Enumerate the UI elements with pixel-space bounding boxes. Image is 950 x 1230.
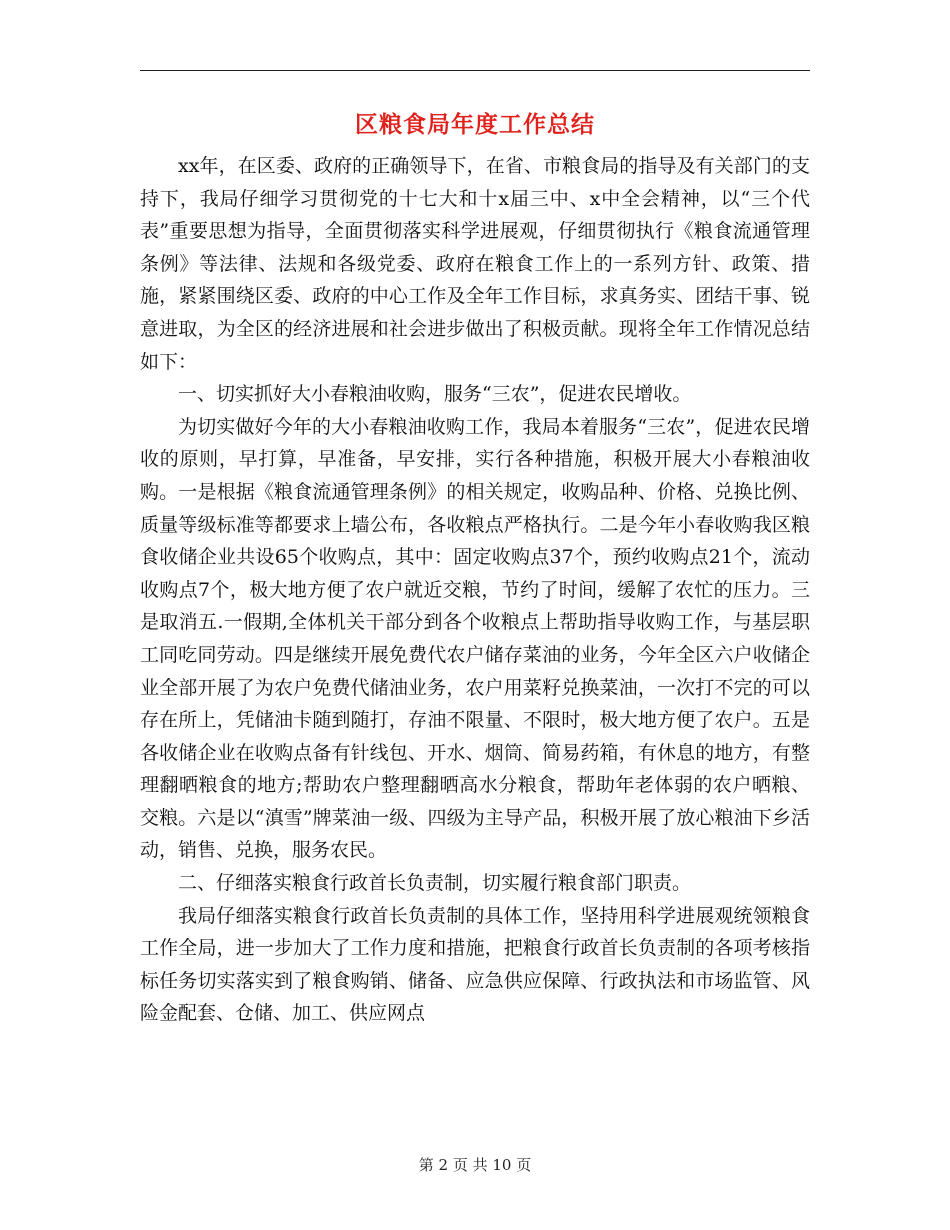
header-rule bbox=[140, 70, 810, 71]
document-body bbox=[140, 150, 810, 1030]
document-title: 区粮食局年度工作总结 bbox=[355, 111, 595, 138]
section-heading-2: 二、仔细落实粮食行政首长负责制，切实履行粮食部门职责。 bbox=[178, 872, 692, 895]
intro-paragraph: xx年，在区委、政府的正确领导下，在省、市粮食局的指导及有关部门的支持下，我局仔细学习贯彻党的十七大和十x届三中、x中全会精神，以“三个代表”重要思想为指导，全面贯彻落实科学进展观，仔细贯彻执行《粮食流通管理条例》等法律、法规和各级党委、政府在粮食工作上的一系列方针、政策、措施，紧紧围绕区委、政府的中心工作及全年工作目标，求真务实、团结干事、锐意进取，为全区的经济进展和社会进步做出了积极贡献。现将全年工作情况总结如下： bbox=[140, 155, 810, 373]
section-heading-1: 一、切实抓好大小春粮油收购，服务“三农”，促进农民增收。 bbox=[178, 383, 692, 406]
section-2-paragraph: 我局仔细落实粮食行政首长负责制的具体工作，坚持用科学进展观统领粮食工作全局，进一步加大了工作力度和措施，把粮食行政首长负责制的各项考核指标任务切实落实到了粮食购销、储备、应急供应保障、行政执法和市场监管、风险金配套、仓储、加工、供应网点 bbox=[140, 904, 810, 1025]
section-1-paragraph: 为切实做好今年的大小春粮油收购工作，我局本着服务“三农”，促进农民增收的原则，早打算，早准备，早安排，实行各种措施，积极开展大小春粮油收购。一是根据《粮食流通管理条例》的相关规定，收购品种、价格、兑换比例、质量等级标准等都要求上墙公布，各收粮点严格执行。二是今年小春收购我区粮食收储企业共设65个收购点，其中：固定收购点37个，预约收购点21个，流动收购点7个，极大地方便了农户就近交粮，节约了时间，缓解了农忙的压力。三是取消五.一假期,全体机关干部分到各个收粮点上帮助指导收购工作，与基层职工同吃同劳动。四是继续开展免费代农户储存菜油的业务，今年全区六户收储企业全部开展了为农户免费代储油业务，农户用菜籽兑换菜油，一次打不完的可以存在所上，凭储油卡随到随打，存油不限量、不限时，极大地方便了农户。五是各收储企业在收购点备有针线包、开水、烟筒、简易药箱，有休息的地方，有整理翻晒粮食的地方;帮助农户整理翻晒高水分粮食，帮助年老体弱的农户晒粮、交粮。六是以“滇雪”牌菜油一级、四级为主导产品，积极开展了放心粮油下乡活动，销售、兑换，服务农民。 bbox=[140, 415, 810, 862]
page-number-footer: 第 2 页 共 10 页 bbox=[418, 1156, 532, 1174]
